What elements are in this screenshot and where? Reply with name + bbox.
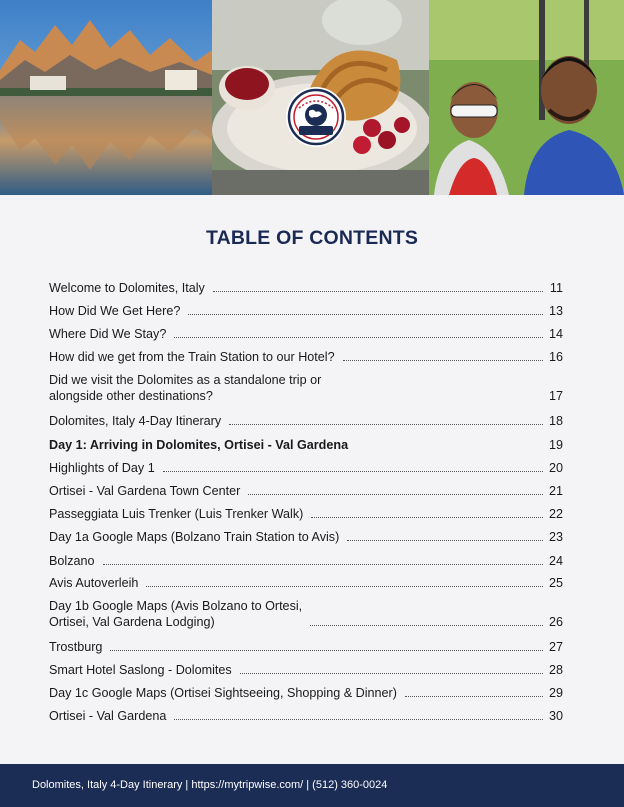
leader-dots [213, 291, 543, 292]
mountain-lake-icon [0, 0, 212, 195]
tripwise-logo [285, 86, 347, 148]
toc-entry-day1b-maps[interactable] [49, 598, 563, 630]
leader-dots [347, 540, 543, 541]
toc-entry-smart-hotel[interactable] [49, 662, 563, 678]
toc-entry-label: How did we get from the Train Station to our Hotel? [49, 350, 335, 364]
toc-entry-train-to-hotel[interactable] [49, 349, 563, 365]
leader-dots [310, 625, 543, 626]
toc-entry-label: Bolzano [49, 554, 95, 568]
toc-entry-label: Ortisei - Val Gardena [49, 709, 167, 723]
toc-entry-how-get-here[interactable] [49, 303, 563, 319]
toc-entry-page: 22 [548, 507, 563, 521]
toc-entry-label-line1: Did we visit the Dolomites as a standalone trip or [49, 373, 322, 387]
toc-entry-label-line1: Day 1b Google Maps (Avis Bolzano to Ortesi, [49, 599, 303, 613]
mountain-lake-photo [0, 0, 212, 195]
toc-entry-label: Day 1a Google Maps (Bolzano Train Station to Avis) [49, 530, 340, 544]
toc-entry-town-center[interactable] [49, 483, 563, 499]
toc-entry-label: Where Did We Stay? [49, 327, 167, 341]
leader-dots [146, 586, 543, 587]
toc-entry-page: 26 [548, 615, 563, 629]
toc-entry-label: Smart Hotel Saslong - Dolomites [49, 663, 232, 677]
toc-entry-page: 11 [549, 281, 563, 295]
toc-entry-page: 19 [548, 438, 563, 452]
toc-entry-label-line2: alongside other destinations? [49, 389, 213, 403]
toc-entry-label: How Did We Get Here? [49, 304, 181, 318]
toc-entry-label: Day 1: Arriving in Dolomites, Ortisei - Val Gardena [49, 438, 349, 452]
toc-entry-luis-trenker[interactable] [49, 506, 563, 522]
leader-dots [240, 673, 543, 674]
toc-entry-label: Avis Autoverleih [49, 576, 139, 590]
toc-entry-label: Dolomites, Italy 4-Day Itinerary [49, 414, 222, 428]
leader-dots [343, 360, 543, 361]
toc-entry-day1-arriving[interactable] [49, 437, 563, 453]
toc-entry-page: 18 [548, 414, 563, 428]
toc-entry-page: 13 [548, 304, 563, 318]
toc-entry-page: 20 [548, 461, 563, 475]
toc-entry-page: 25 [548, 576, 563, 590]
toc-entry-highlights-day1[interactable] [49, 460, 563, 476]
leader-dots [163, 471, 543, 472]
leader-dots [188, 314, 543, 315]
toc-entry-page: 29 [548, 686, 563, 700]
toc-entry-avis[interactable] [49, 575, 563, 591]
toc-entry-page: 28 [548, 663, 563, 677]
toc-entry-label: Trostburg [49, 640, 103, 654]
toc-entry-standalone-trip[interactable] [49, 372, 563, 404]
toc-entry-page: 24 [548, 554, 563, 568]
toc-entry-page: 17 [548, 389, 563, 403]
toc-entry-label: Ortisei - Val Gardena Town Center [49, 484, 241, 498]
toc-entry-label-line2: Ortisei, Val Gardena Lodging) [49, 615, 215, 629]
toc-entry-bolzano[interactable] [49, 553, 563, 569]
toc-entry-page: 27 [548, 640, 563, 654]
leader-dots [311, 517, 543, 518]
toc-entry-where-stay[interactable] [49, 326, 563, 342]
leader-dots [405, 696, 543, 697]
toc-entry-label: Passeggiata Luis Trenker (Luis Trenker Walk) [49, 507, 304, 521]
page-footer [0, 764, 624, 807]
toc-entry-itinerary[interactable] [49, 413, 563, 429]
leader-dots [174, 337, 543, 338]
footer-text: Dolomites, Italy 4-Day Itinerary | https://mytripwise.com/ | (512) 360-0024 [32, 779, 388, 791]
toc-entry-day1a-maps[interactable] [49, 529, 563, 545]
leader-dots [103, 564, 543, 565]
toc-entry-label [49, 372, 321, 404]
toc-entry-page: 21 [548, 484, 563, 498]
leader-dots [248, 494, 543, 495]
toc-entry-page: 14 [548, 327, 563, 341]
toc-entry-label: Day 1c Google Maps (Ortisei Sightseeing, Shopping & Dinner) [49, 686, 397, 700]
travelers-selfie-icon [429, 0, 624, 195]
leader-dots [229, 424, 543, 425]
toc-entry-label: Welcome to Dolomites, Italy [49, 281, 205, 295]
toc-entry-trostburg[interactable] [49, 639, 563, 655]
toc-title: TABLE OF CONTENTS [205, 227, 419, 249]
travelers-photo [429, 0, 624, 195]
toc-entry-welcome[interactable] [49, 280, 563, 296]
toc-entry-day1c-maps[interactable] [49, 685, 563, 701]
toc-entry-val-gardena[interactable] [49, 708, 563, 724]
toc-entry-page: 16 [548, 350, 563, 364]
leader-dots [110, 650, 543, 651]
leader-dots [174, 719, 543, 720]
toc-entry-page: 30 [548, 709, 563, 723]
toc-entry-label: Highlights of Day 1 [49, 461, 155, 475]
toc-entry-label [49, 598, 302, 630]
toc-entry-page: 23 [548, 530, 563, 544]
